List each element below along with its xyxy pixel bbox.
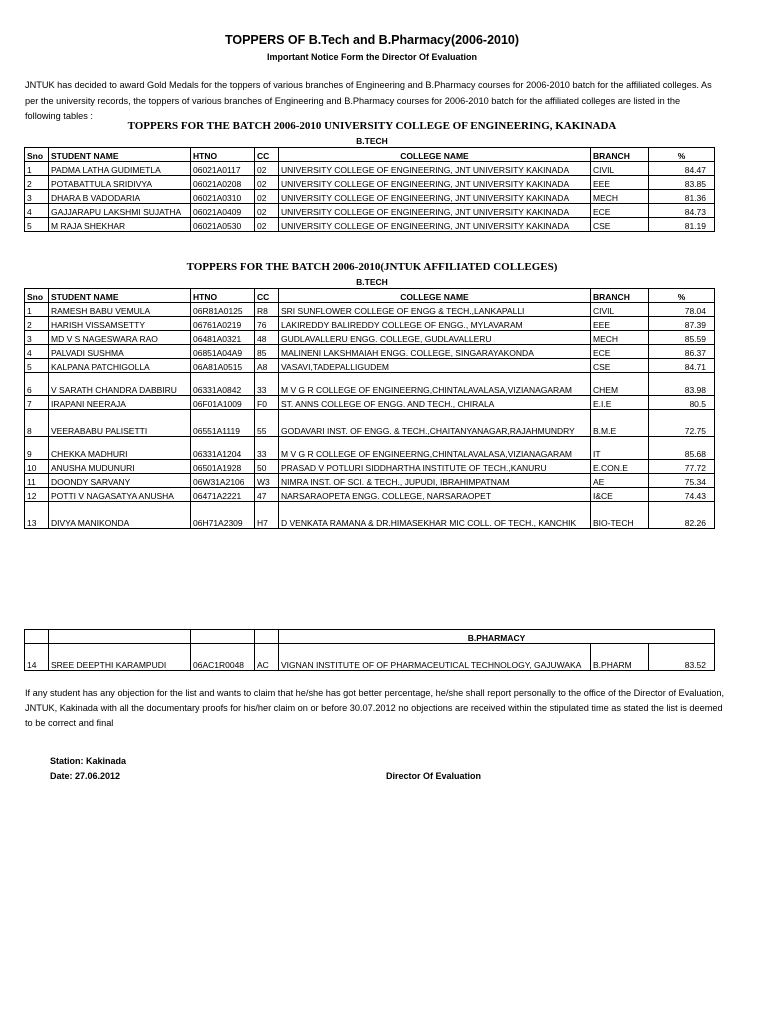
table-cell: 6 xyxy=(25,373,49,396)
document-subtitle: Important Notice Form the Director Of Evaluation xyxy=(266,52,478,62)
table-cell: HARISH VISSAMSETTY xyxy=(49,317,191,331)
table-cell: E.CON.E xyxy=(591,460,649,474)
table-cell: ST. ANNS COLLEGE OF ENGG. AND TECH., CHIRALA xyxy=(279,396,591,410)
column-header: % xyxy=(649,148,715,162)
table-cell: NARSARAOPETA ENGG. COLLEGE, NARSARAOPET xyxy=(279,488,591,502)
bpharmacy-toppers-table xyxy=(24,629,715,671)
table-cell: DIVYA MANIKONDA xyxy=(49,502,191,529)
section1-subheading: B.TECH xyxy=(356,136,388,146)
table-cell: DHARA B VADODARIA xyxy=(49,190,191,204)
table-cell: PALVADI SUSHMA xyxy=(49,345,191,359)
column-header: STUDENT NAME xyxy=(49,148,191,162)
table-cell: I&CE xyxy=(591,488,649,502)
table-cell: 06021A0208 xyxy=(191,176,255,190)
table-cell: H7 xyxy=(255,502,279,529)
table-cell: POTABATTULA SRIDIVYA xyxy=(49,176,191,190)
table-cell: MECH xyxy=(591,331,649,345)
table-cell: 06021A0530 xyxy=(191,218,255,232)
table-cell: POTTI V NAGASATYA ANUSHA xyxy=(49,488,191,502)
table-cell: 75.34 xyxy=(649,474,715,488)
table-cell: 02 xyxy=(255,176,279,190)
column-header: COLLEGE NAME xyxy=(279,148,591,162)
section2-heading: TOPPERS FOR THE BATCH 2006-2010(JNTUK AFFILIATED COLLEGES) xyxy=(186,261,558,273)
table-cell: AE xyxy=(591,474,649,488)
table-cell: 06471A2221 xyxy=(191,488,255,502)
intro-paragraph: JNTUK has decided to award Gold Medals for the toppers of various branches of Engineering and B.Pharmacy courses for 2006-2010 batch for the affiliated colleges. As per the university records, the toppers of various branches of Engineering and B.Pharmacy courses for 2006-2010 batch for the affiliated colleges are listed in the following tables : xyxy=(25,80,712,121)
table-cell: UNIVERSITY COLLEGE OF ENGINEERING, JNT UNIVERSITY KAKINADA xyxy=(279,162,591,176)
table-cell: CIVIL xyxy=(591,303,649,317)
table-cell: 06331A1204 xyxy=(191,437,255,460)
table-cell: ANUSHA MUDUNURI xyxy=(49,460,191,474)
table-cell: DOONDY SARVANY xyxy=(49,474,191,488)
table-cell: B.PHARM xyxy=(591,644,649,671)
table-cell: SRI SUNFLOWER COLLEGE OF ENGG & TECH.,LANKAPALLI xyxy=(279,303,591,317)
table-cell: VEERABABU PALISETTI xyxy=(49,410,191,437)
table-cell: 4 xyxy=(25,345,49,359)
table-cell: AC xyxy=(255,644,279,671)
table-row xyxy=(25,303,715,317)
table-cell: 5 xyxy=(25,359,49,373)
table-row xyxy=(25,488,715,502)
table-cell: VASAVI,TADEPALLIGUDEM xyxy=(279,359,591,373)
table-cell: 02 xyxy=(255,204,279,218)
table-cell: KALPANA PATCHIGOLLA xyxy=(49,359,191,373)
table-cell: 3 xyxy=(25,331,49,345)
table-cell: 55 xyxy=(255,410,279,437)
table-cell: A8 xyxy=(255,359,279,373)
table-cell: 84.47 xyxy=(649,162,715,176)
table-cell: 86.37 xyxy=(649,345,715,359)
table-cell: CIVIL xyxy=(591,162,649,176)
table-cell: 2 xyxy=(25,176,49,190)
table-cell: 3 xyxy=(25,190,49,204)
table-cell: B.M.E xyxy=(591,410,649,437)
table-row xyxy=(25,502,715,529)
table-cell: 7 xyxy=(25,396,49,410)
table-cell: R8 xyxy=(255,303,279,317)
table-cell: 06F01A1009 xyxy=(191,396,255,410)
table-cell: CSE xyxy=(591,359,649,373)
table-cell: GAJJARAPU LAKSHMI SUJATHA xyxy=(49,204,191,218)
table-cell: UNIVERSITY COLLEGE OF ENGINEERING, JNT UNIVERSITY KAKINADA xyxy=(279,218,591,232)
table-cell: RAMESH BABU VEMULA xyxy=(49,303,191,317)
table-cell: 83.98 xyxy=(649,373,715,396)
table-cell: W3 xyxy=(255,474,279,488)
table-cell: 06021A0409 xyxy=(191,204,255,218)
table-cell: 1 xyxy=(25,303,49,317)
table-row xyxy=(25,317,715,331)
table-cell: 74.43 xyxy=(649,488,715,502)
table-row xyxy=(25,373,715,396)
table-cell: NIMRA INST. OF SCI. & TECH., JUPUDI, IBRAHIMPATNAM xyxy=(279,474,591,488)
table-header-row xyxy=(25,289,715,303)
table-cell: MALINENI LAKSHMAIAH ENGG. COLLEGE, SINGARAYAKONDA xyxy=(279,345,591,359)
table-cell: 02 xyxy=(255,190,279,204)
table-cell: 06851A04A9 xyxy=(191,345,255,359)
table-cell: IRAPANI NEERAJA xyxy=(49,396,191,410)
table-cell: PRASAD V POTLURI SIDDHARTHA INSTITUTE OF TECH.,KANURU xyxy=(279,460,591,474)
table-cell: 85 xyxy=(255,345,279,359)
table-cell: V SARATH CHANDRA DABBIRU xyxy=(49,373,191,396)
table-cell: 47 xyxy=(255,488,279,502)
table-cell: UNIVERSITY COLLEGE OF ENGINEERING, JNT UNIVERSITY KAKINADA xyxy=(279,204,591,218)
table-cell: 5 xyxy=(25,218,49,232)
column-header: Sno xyxy=(25,289,49,303)
table-cell: LAKIREDDY BALIREDDY COLLEGE OF ENGG., MYLAVARAM xyxy=(279,317,591,331)
table-cell: MECH xyxy=(591,190,649,204)
table-cell: 33 xyxy=(255,437,279,460)
column-header: CC xyxy=(255,148,279,162)
table-row xyxy=(25,644,715,671)
bpharmacy-subheading: B.PHARMACY xyxy=(279,630,715,644)
table-row xyxy=(25,162,715,176)
table-row xyxy=(25,396,715,410)
table-cell: 77.72 xyxy=(649,460,715,474)
document-title: TOPPERS OF B.Tech and B.Pharmacy(2006-2010) xyxy=(224,33,520,47)
table-cell: 33 xyxy=(255,373,279,396)
table-cell: SREE DEEPTHI KARAMPUDI xyxy=(49,644,191,671)
table-cell: 11 xyxy=(25,474,49,488)
table-row xyxy=(25,190,715,204)
table-cell: VIGNAN INSTITUTE OF OF PHARMACEUTICAL TECHNOLOGY, GAJUWAKA xyxy=(279,644,591,671)
table-row xyxy=(25,204,715,218)
table-cell: 48 xyxy=(255,331,279,345)
university-toppers-table xyxy=(24,147,715,232)
column-header: % xyxy=(649,289,715,303)
table-cell: 06H71A2309 xyxy=(191,502,255,529)
table-cell: IT xyxy=(591,437,649,460)
table-cell: 76 xyxy=(255,317,279,331)
table-cell: ECE xyxy=(591,204,649,218)
table-cell: 80.5 xyxy=(649,396,715,410)
table-cell: 13 xyxy=(25,502,49,529)
table-cell: 02 xyxy=(255,218,279,232)
table-cell: 8 xyxy=(25,410,49,437)
section2-subheading: B.TECH xyxy=(356,277,388,287)
table-row xyxy=(25,218,715,232)
column-header: BRANCH xyxy=(591,289,649,303)
table-cell: ECE xyxy=(591,345,649,359)
table-cell: 84.73 xyxy=(649,204,715,218)
table-cell: 50 xyxy=(255,460,279,474)
table-cell: 85.68 xyxy=(649,437,715,460)
table-cell: 85.59 xyxy=(649,331,715,345)
section1-heading: TOPPERS FOR THE BATCH 2006-2010 UNIVERSITY COLLEGE OF ENGINEERING, KAKINADA xyxy=(127,120,617,132)
date-label: Date: 27.06.2012 xyxy=(50,771,121,781)
table-cell: M RAJA SHEKHAR xyxy=(49,218,191,232)
table-cell: M V G R COLLEGE OF ENGINEERNG,CHINTALAVALASA,VIZIANAGARAM xyxy=(279,437,591,460)
table-cell: 06R81A0125 xyxy=(191,303,255,317)
table-cell: M V G R COLLEGE OF ENGINEERNG,CHINTALAVALASA,VIZIANAGARAM xyxy=(279,373,591,396)
table-cell: F0 xyxy=(255,396,279,410)
table-cell: UNIVERSITY COLLEGE OF ENGINEERING, JNT UNIVERSITY KAKINADA xyxy=(279,176,591,190)
table-cell: CHEKKA MADHURI xyxy=(49,437,191,460)
table-cell: MD V S NAGESWARA RAO xyxy=(49,331,191,345)
signatory-label: Director Of Evaluation xyxy=(386,771,482,781)
table-row xyxy=(25,345,715,359)
table-row xyxy=(25,331,715,345)
table-cell: BIO-TECH xyxy=(591,502,649,529)
column-header: BRANCH xyxy=(591,148,649,162)
table-cell: UNIVERSITY COLLEGE OF ENGINEERING, JNT UNIVERSITY KAKINADA xyxy=(279,190,591,204)
table-cell: 14 xyxy=(25,644,49,671)
table-cell: 4 xyxy=(25,204,49,218)
table-cell: 81.36 xyxy=(649,190,715,204)
table-row xyxy=(25,474,715,488)
station-label: Station: Kakinada xyxy=(50,756,127,766)
table-cell: EEE xyxy=(591,317,649,331)
table-cell: 06021A0117 xyxy=(191,162,255,176)
table-cell: 06A81A0515 xyxy=(191,359,255,373)
table-cell: E.I.E xyxy=(591,396,649,410)
table-cell: 9 xyxy=(25,437,49,460)
table-cell: 72.75 xyxy=(649,410,715,437)
table-cell: 06W31A2106 xyxy=(191,474,255,488)
table-row xyxy=(25,437,715,460)
objection-notice: If any student has any objection for the list and wants to claim that he/she has got better percentage, he/she shall report personally to the office of the Director of Evaluation, JNTUK, Kakinada with all the documentary proofs for his/her claim on or before 30.07.2012 no objections are received within the stipulated time as stated the list is deemed to be correct and final xyxy=(25,688,725,728)
table-cell: 10 xyxy=(25,460,49,474)
column-header: Sno xyxy=(25,148,49,162)
table-cell: CSE xyxy=(591,218,649,232)
table-cell: 06761A0219 xyxy=(191,317,255,331)
table-cell: 78.04 xyxy=(649,303,715,317)
table-cell: 84.71 xyxy=(649,359,715,373)
table-cell: 83.52 xyxy=(649,644,715,671)
table-cell: 06AC1R0048 xyxy=(191,644,255,671)
table-cell: 06481A0321 xyxy=(191,331,255,345)
table-cell: 83.85 xyxy=(649,176,715,190)
table-cell: 82.26 xyxy=(649,502,715,529)
column-header: STUDENT NAME xyxy=(49,289,191,303)
table-cell: 1 xyxy=(25,162,49,176)
bpharmacy-header-row xyxy=(25,630,715,644)
table-cell: 81.19 xyxy=(649,218,715,232)
table-row xyxy=(25,176,715,190)
table-cell: D VENKATA RAMANA & DR.HIMASEKHAR MIC COLL. OF TECH., KANCHIK xyxy=(279,502,591,529)
column-header: HTNO xyxy=(191,148,255,162)
table-row xyxy=(25,359,715,373)
table-cell: EEE xyxy=(591,176,649,190)
table-cell: 06331A0842 xyxy=(191,373,255,396)
table-cell: 06021A0310 xyxy=(191,190,255,204)
table-cell: 87.39 xyxy=(649,317,715,331)
table-cell: PADMA LATHA GUDIMETLA xyxy=(49,162,191,176)
column-header: CC xyxy=(255,289,279,303)
table-header-row xyxy=(25,148,715,162)
table-cell: 2 xyxy=(25,317,49,331)
table-cell: 06501A1928 xyxy=(191,460,255,474)
table-cell: 06551A1119 xyxy=(191,410,255,437)
affiliated-toppers-table xyxy=(24,288,715,529)
table-cell: 12 xyxy=(25,488,49,502)
column-header: HTNO xyxy=(191,289,255,303)
table-cell: 02 xyxy=(255,162,279,176)
table-cell: GUDLAVALLERU ENGG. COLLEGE, GUDLAVALLERU xyxy=(279,331,591,345)
table-cell: CHEM xyxy=(591,373,649,396)
table-cell: GODAVARI INST. OF ENGG. & TECH.,CHAITANYANAGAR,RAJAHMUNDRY xyxy=(279,410,591,437)
column-header: COLLEGE NAME xyxy=(279,289,591,303)
table-row xyxy=(25,460,715,474)
table-row xyxy=(25,410,715,437)
